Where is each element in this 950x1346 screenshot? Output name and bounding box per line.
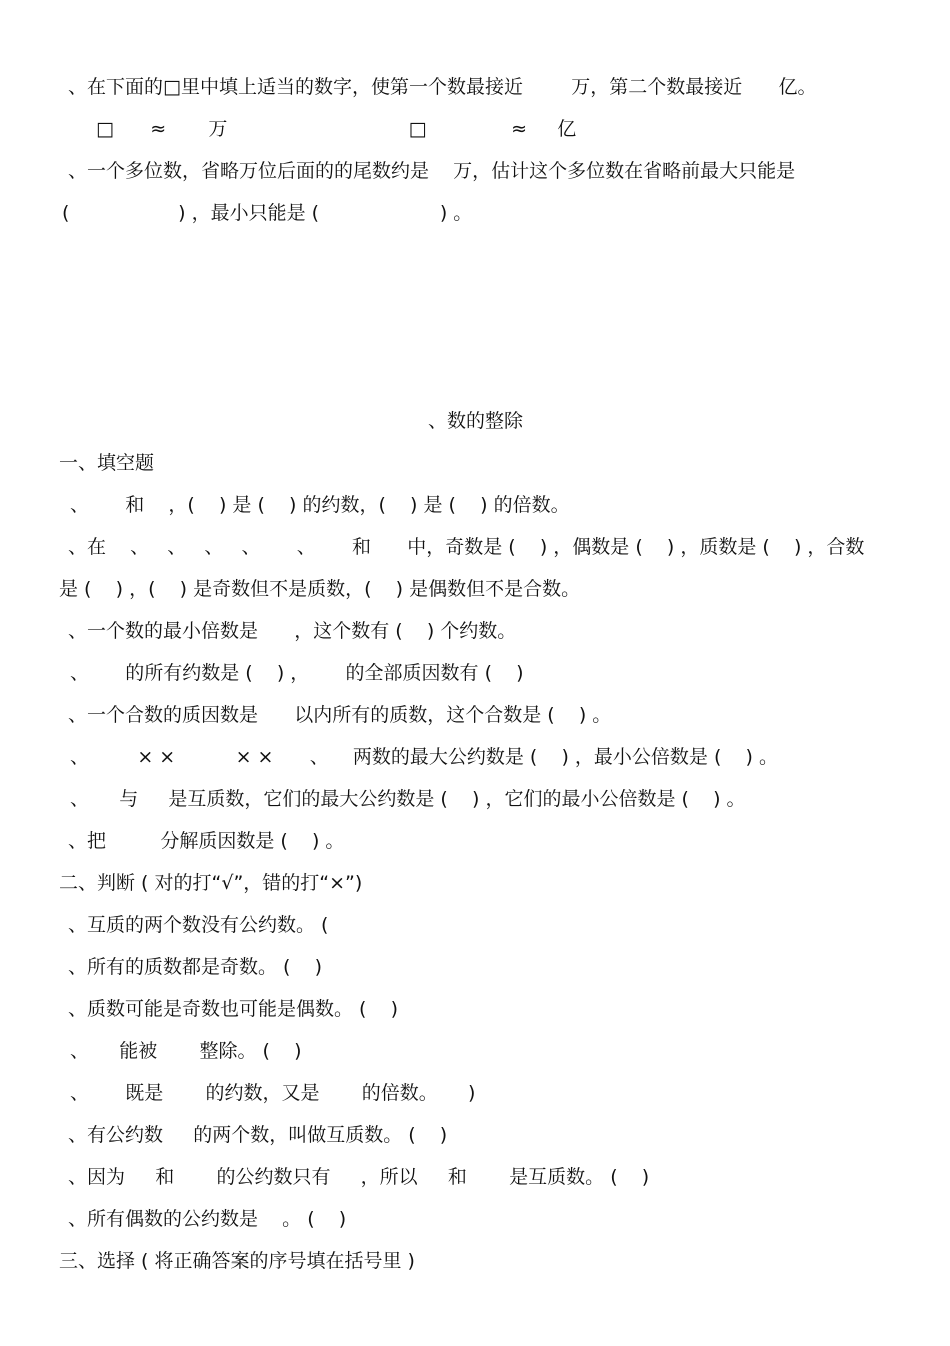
fill-blank-item: 、在 、 、 、 、 、 和 中，奇数是 ( ) ，偶数是 ( ) ，质数是 ( ) ，合数 xyxy=(68,536,865,558)
fill-blank-item: 、把 分解质因数是 ( ) 。 xyxy=(68,830,345,852)
judge-item: 、所有的质数都是奇数。 ( ) xyxy=(68,956,323,978)
fill-blank-item: 、 与 是互质数，它们的最大公约数是 ( ) ，它们的最小公倍数是 ( ) 。 xyxy=(70,788,746,810)
fill-blank-item: 、 和 ，( ) 是 ( ) 的约数，( ) 是 ( ) 的倍数。 xyxy=(70,494,570,516)
fill-blank-item-continued: 是 ( ) ，( ) 是奇数但不是质数，( ) 是偶数但不是合数。 xyxy=(59,578,581,600)
fill-blank-item: 、一个数的最小倍数是 ，这个数有 ( ) 个约数。 xyxy=(68,620,517,642)
question-multidigit-continued: ( ) ，最小只能是 ( ) 。 xyxy=(62,202,473,224)
section-title: 、数的整除 xyxy=(428,410,524,432)
judge-item: 、有公约数 的两个数，叫做互质数。 ( ) xyxy=(68,1124,448,1146)
choice-heading: 三、选择 ( 将正确答案的序号填在括号里 ) xyxy=(59,1250,415,1272)
question-multidigit: 、一个多位数，省略万位后面的的尾数约是 万，估计这个多位数在省略前最大只能是 xyxy=(68,160,796,182)
question-box-digits-approx: □ ≈ 万 □ ≈ 亿 xyxy=(96,118,577,140)
judge-item: 、互质的两个数没有公约数。 ( xyxy=(68,914,329,936)
judge-item: 、 能被 整除。 ( ) xyxy=(70,1040,302,1062)
judge-heading: 二、判断 ( 对的打“√”，错的打“×”) xyxy=(59,872,363,894)
judge-item: 、所有偶数的公约数是 。 ( ) xyxy=(68,1208,347,1230)
fill-blank-heading: 一、填空题 xyxy=(59,452,155,474)
judge-item: 、 既是 的约数，又是 的倍数。 ) xyxy=(70,1082,476,1104)
judge-item: 、质数可能是奇数也可能是偶数。 ( ) xyxy=(68,998,399,1020)
fill-blank-item: 、 的所有约数是 ( ) ， 的全部质因数有 ( ) xyxy=(70,662,524,684)
question-box-digits: 、在下面的□里中填上适当的数字，使第一个数最接近 万，第二个数最接近 亿。 xyxy=(68,76,817,98)
fill-blank-item: 、 × × × × 、 两数的最大公约数是 ( ) ，最小公倍数是 ( ) 。 xyxy=(70,746,778,768)
judge-item: 、因为 和 的公约数只有 ，所以 和 是互质数。 ( ) xyxy=(68,1166,650,1188)
fill-blank-item: 、一个合数的质因数是 以内所有的质数，这个合数是 ( ) 。 xyxy=(68,704,612,726)
